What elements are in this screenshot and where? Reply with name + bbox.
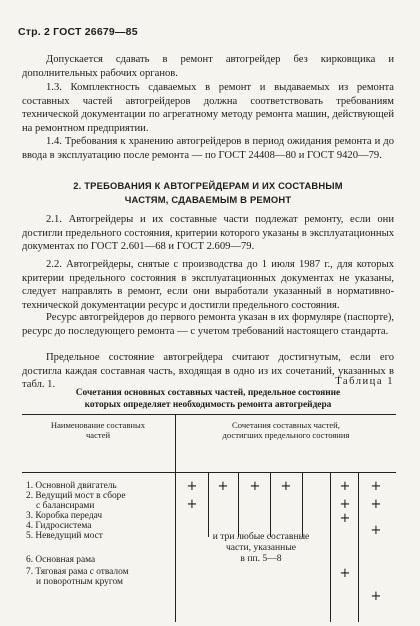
table-note-line3: в пп. 5—8	[240, 553, 282, 564]
paragraph-1-4: 1.4. Требования к хранению автогрейдеров в период ожидания ремонта и до ввода в эксплуатацию после ремонта — по ГОСТ 24408—80 и ГОСТ 9420—79.	[22, 136, 394, 161]
plus-mark: +	[339, 497, 351, 512]
table-note-line1: и три любые составные	[212, 531, 310, 542]
plus-mark: +	[370, 589, 382, 604]
paragraph-2-1: 2.1. Автогрейдеры и их составные части подлежат ремонту, если они достигли предельного состояния, критерии которого указаны в эксплуатационных документах по ГОСТ 2.601—68 и ГОСТ 2.609—79.	[22, 214, 394, 253]
plus-mark: +	[339, 479, 351, 494]
table-inner-divider-1	[208, 472, 209, 537]
table-header-combinations-line2: достигших предельного состояния	[222, 430, 350, 440]
table-row-4: 4. Гидросистема	[26, 521, 92, 531]
table-header-combinations-line1: Сочетания составных частей,	[232, 420, 340, 430]
page-header: Стр. 2 ГОСТ 26679—85	[18, 26, 138, 38]
plus-mark: +	[339, 566, 351, 581]
plus-mark: +	[217, 479, 229, 494]
table-header-names	[24, 420, 172, 440]
table-number: Таблица 1	[335, 376, 394, 387]
paragraph-intro: Допускается сдавать в ремонт автогрейдер без кирковщика и дополнительных рабочих органов.	[22, 54, 394, 79]
section-heading-line1: 2. ТРЕБОВАНИЯ К АВТОГРЕЙДЕРАМ И ИХ СОСТАВНЫМ	[73, 180, 343, 191]
table-caption	[22, 388, 394, 412]
table-row-7: 7. Тяговая рама с отвалом	[26, 567, 129, 577]
paragraph-limit-state: Предельное состояние автогрейдера считают достигнутым, если его достигла каждая составная часть, входящая в одно из их сочетаний, указанных в табл. 1.	[22, 352, 394, 391]
table-note-line2: части, указанные	[225, 542, 297, 553]
table-row-5: 5. Неведущий мост	[26, 531, 103, 541]
table-caption-line2: которых определяет необходимость ремонта автогрейдера	[84, 399, 332, 410]
table-row-6: 6. Основная рама	[26, 555, 96, 565]
table-header-combinations	[178, 420, 394, 440]
section-heading	[22, 179, 394, 207]
paragraph-1-3: 1.3. Комплектность сдаваемых в ремонт и выдаваемых из ремонта составных частей автогрейдеров должна соответствовать требованиям технической документации по агрегатному методу ремонта машин, действующей на ремонтном предприятии.	[22, 82, 394, 134]
table-row-3: 3. Коробка передач	[26, 511, 103, 521]
table-header-names-line1: Наименование составных	[50, 420, 146, 430]
table-inner-divider-3	[270, 472, 271, 537]
paragraph-resource: Ресурс автогрейдеров до первого ремонта указан в их формуляре (паспорте), ресурс до последующего ремонта — с учетом требований настоящего стандарта.	[22, 312, 394, 337]
plus-mark: +	[186, 479, 198, 494]
table-header-names-line2: частей	[85, 430, 111, 440]
plus-mark: +	[339, 511, 351, 526]
table-inner-divider-5	[330, 472, 331, 622]
plus-mark: +	[370, 479, 382, 494]
plus-mark: +	[280, 479, 292, 494]
table-row-7-cont: и поворотным кругом	[36, 577, 123, 587]
table-inner-divider-4	[302, 472, 303, 537]
table-header-rule	[22, 472, 396, 473]
table-note	[196, 531, 326, 564]
table-caption-line1: Сочетания основных составных частей, предельное состояние	[75, 388, 341, 398]
table-top-rule	[22, 414, 396, 415]
plus-mark: +	[370, 497, 382, 512]
plus-mark: +	[186, 497, 198, 512]
table-inner-divider-6	[358, 472, 359, 622]
table-inner-divider-2	[238, 472, 239, 537]
table-column-divider	[175, 414, 176, 622]
table-row-2-cont: с балансирами	[36, 501, 95, 511]
table-row-2: 2. Ведущий мост в сборе	[26, 491, 126, 501]
plus-mark: +	[370, 523, 382, 538]
section-heading-line2: ЧАСТЯМ, СДАВАЕМЫМ В РЕМОНТ	[124, 194, 292, 205]
table-row-1: 1. Основной двигатель	[26, 481, 117, 491]
paragraph-2-2: 2.2. Автогрейдеры, снятые с производства до 1 июля 1987 г., для которых критерии предельного состояния в эксплуатационных документах не указаны, следует направлять в ремонт, если они выработали указанный в нормативно-технической документации ресурс и достигли предельного состояния.	[22, 259, 394, 311]
plus-mark: +	[249, 479, 261, 494]
